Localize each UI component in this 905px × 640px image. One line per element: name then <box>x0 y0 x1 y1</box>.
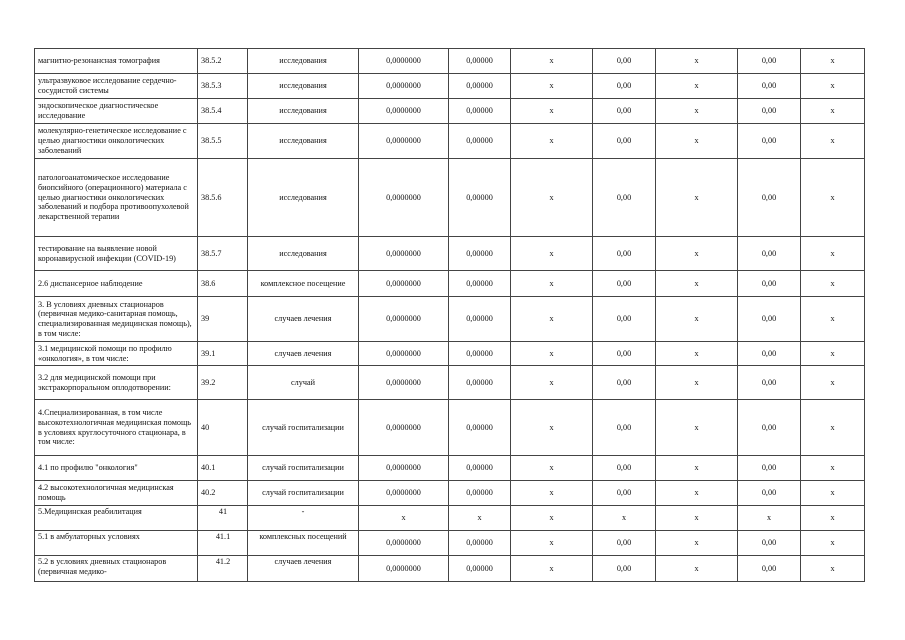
row-value-cell: 0,00 <box>593 124 656 159</box>
row-value-cell: х <box>511 159 593 237</box>
row-value-cell: 0,00 <box>593 237 656 271</box>
row-unit-cell: исследования <box>248 74 359 99</box>
row-value-cell: х <box>801 297 865 342</box>
row-code-cell: 38.5.3 <box>198 74 248 99</box>
row-code-cell: 39.2 <box>198 366 248 400</box>
row-value-cell: х <box>511 74 593 99</box>
row-value-cell: 0,0000000 <box>359 99 449 124</box>
row-value-cell: 0,0000000 <box>359 342 449 366</box>
row-code-cell: 39.1 <box>198 342 248 366</box>
row-value-cell: 0,00 <box>738 237 801 271</box>
row-value-cell: х <box>801 49 865 74</box>
row-name-cell: 5.2 в условиях дневных стационаров (первичная медико- <box>35 556 198 582</box>
row-value-cell: 0,00000 <box>449 531 511 556</box>
row-value-cell: 0,00 <box>593 366 656 400</box>
row-name-cell: магнитно-резонансная томография <box>35 49 198 74</box>
row-value-cell: х <box>511 481 593 506</box>
row-value-cell: 0,0000000 <box>359 124 449 159</box>
row-value-cell: 0,00000 <box>449 49 511 74</box>
table-row <box>35 556 865 582</box>
row-value-cell: х <box>656 237 738 271</box>
table-row <box>35 400 865 456</box>
row-value-cell: 0,00 <box>593 531 656 556</box>
row-value-cell: 0,00 <box>738 531 801 556</box>
row-name-cell: эндоскопическое диагностическое исследование <box>35 99 198 124</box>
row-value-cell: 0,00 <box>738 124 801 159</box>
row-value-cell: х <box>511 342 593 366</box>
row-value-cell: х <box>801 400 865 456</box>
row-value-cell: 0,00000 <box>449 124 511 159</box>
row-name-cell: патологоанатомическое исследование биопсийного (операционного) материала с целью диагностики онкологических заболеваний и подбора противоопухолевой лекарственной терапии <box>35 159 198 237</box>
row-name-cell: 4.Специализированная, в том числе высокотехнологичная медицинская помощь в условиях круглосуточного стационара, в том числе: <box>35 400 198 456</box>
row-value-cell: 0,00000 <box>449 297 511 342</box>
table-row <box>35 481 865 506</box>
row-value-cell: 0,00 <box>738 366 801 400</box>
row-value-cell: 0,00 <box>593 297 656 342</box>
row-unit-cell: случай госпитализации <box>248 481 359 506</box>
row-value-cell: х <box>656 366 738 400</box>
row-unit-cell: случаев лечения <box>248 342 359 366</box>
table-row <box>35 456 865 481</box>
row-name-cell: 3.1 медицинской помощи по профилю «онкология», в том числе: <box>35 342 198 366</box>
row-value-cell: х <box>801 456 865 481</box>
row-unit-cell: случаев лечения <box>248 556 359 582</box>
row-value-cell: 0,00 <box>738 297 801 342</box>
row-unit-cell: комплексных посещений <box>248 531 359 556</box>
row-value-cell: х <box>801 481 865 506</box>
row-value-cell: 0,00 <box>593 159 656 237</box>
row-value-cell: 0,00000 <box>449 271 511 297</box>
table-row <box>35 506 865 531</box>
row-value-cell: х <box>801 74 865 99</box>
row-value-cell: 0,00 <box>738 556 801 582</box>
row-value-cell: 0,00000 <box>449 237 511 271</box>
table-row <box>35 49 865 74</box>
row-value-cell: 0,0000000 <box>359 237 449 271</box>
row-code-cell: 41.2 <box>198 556 248 582</box>
row-unit-cell: случаев лечения <box>248 297 359 342</box>
row-unit-cell: - <box>248 506 359 531</box>
row-value-cell: х <box>511 366 593 400</box>
row-value-cell: х <box>593 506 656 531</box>
row-value-cell: 0,00 <box>738 456 801 481</box>
row-unit-cell: исследования <box>248 124 359 159</box>
row-name-cell: тестирование на выявление новой коронавирусной инфекции (COVID-19) <box>35 237 198 271</box>
row-name-cell: 4.2 высокотехнологичная медицинская помощь <box>35 481 198 506</box>
row-value-cell: 0,0000000 <box>359 366 449 400</box>
table-row <box>35 342 865 366</box>
row-value-cell: 0,00 <box>593 342 656 366</box>
row-value-cell: х <box>656 556 738 582</box>
row-value-cell: 0,00 <box>738 271 801 297</box>
row-value-cell: х <box>656 297 738 342</box>
row-value-cell: 0,00 <box>593 271 656 297</box>
table-row <box>35 271 865 297</box>
row-value-cell: х <box>656 99 738 124</box>
row-value-cell: х <box>656 159 738 237</box>
row-value-cell: х <box>738 506 801 531</box>
row-value-cell: х <box>656 271 738 297</box>
row-value-cell: 0,00000 <box>449 342 511 366</box>
row-value-cell: х <box>656 481 738 506</box>
row-value-cell: 0,00 <box>738 400 801 456</box>
row-name-cell: ультразвуковое исследование сердечно-сосудистой системы <box>35 74 198 99</box>
row-value-cell: 0,00 <box>593 74 656 99</box>
row-value-cell: 0,00000 <box>449 400 511 456</box>
row-code-cell: 40.1 <box>198 456 248 481</box>
table-row <box>35 237 865 271</box>
row-value-cell: х <box>656 74 738 99</box>
row-value-cell: х <box>511 456 593 481</box>
row-value-cell: х <box>511 271 593 297</box>
row-value-cell: 0,00 <box>738 74 801 99</box>
row-value-cell: х <box>656 124 738 159</box>
row-code-cell: 40.2 <box>198 481 248 506</box>
row-value-cell: 0,0000000 <box>359 297 449 342</box>
row-value-cell: х <box>359 506 449 531</box>
row-value-cell: х <box>511 506 593 531</box>
row-name-cell: молекулярно-генетическое исследование с целью диагностики онкологических заболеваний <box>35 124 198 159</box>
row-value-cell: х <box>511 99 593 124</box>
row-name-cell: 5.1 в амбулаторных условиях <box>35 531 198 556</box>
row-name-cell: 5.Медицинская реабилитация <box>35 506 198 531</box>
row-value-cell: 0,00000 <box>449 366 511 400</box>
row-code-cell: 38.5.7 <box>198 237 248 271</box>
row-value-cell: 0,00 <box>738 481 801 506</box>
row-unit-cell: исследования <box>248 99 359 124</box>
row-unit-cell: комплексное посещение <box>248 271 359 297</box>
row-value-cell: х <box>656 49 738 74</box>
row-value-cell: 0,00000 <box>449 556 511 582</box>
row-code-cell: 40 <box>198 400 248 456</box>
row-value-cell: х <box>511 556 593 582</box>
row-value-cell: х <box>656 342 738 366</box>
row-value-cell: х <box>801 237 865 271</box>
row-value-cell: х <box>511 531 593 556</box>
table-row <box>35 159 865 237</box>
row-code-cell: 38.5.5 <box>198 124 248 159</box>
table-row <box>35 74 865 99</box>
row-value-cell: 0,00 <box>738 159 801 237</box>
row-code-cell: 41 <box>198 506 248 531</box>
row-value-cell: х <box>801 506 865 531</box>
row-value-cell: х <box>449 506 511 531</box>
row-value-cell: 0,00000 <box>449 74 511 99</box>
row-value-cell: 0,00000 <box>449 456 511 481</box>
row-value-cell: 0,00 <box>738 99 801 124</box>
row-value-cell: х <box>511 297 593 342</box>
table-body <box>35 49 865 582</box>
table-row <box>35 531 865 556</box>
row-code-cell: 39 <box>198 297 248 342</box>
row-value-cell: х <box>801 342 865 366</box>
row-value-cell: х <box>801 99 865 124</box>
row-unit-cell: случай <box>248 366 359 400</box>
row-value-cell: 0,00000 <box>449 481 511 506</box>
row-value-cell: 0,0000000 <box>359 159 449 237</box>
row-value-cell: 0,00 <box>593 556 656 582</box>
row-value-cell: х <box>511 124 593 159</box>
table-row <box>35 99 865 124</box>
row-value-cell: 0,0000000 <box>359 271 449 297</box>
row-value-cell: 0,00000 <box>449 99 511 124</box>
table-row <box>35 297 865 342</box>
row-code-cell: 38.5.6 <box>198 159 248 237</box>
table-row <box>35 366 865 400</box>
row-unit-cell: случай госпитализации <box>248 400 359 456</box>
row-value-cell: 0,0000000 <box>359 49 449 74</box>
row-code-cell: 38.5.2 <box>198 49 248 74</box>
row-code-cell: 41.1 <box>198 531 248 556</box>
row-value-cell: х <box>511 400 593 456</box>
indicators-table <box>34 48 865 582</box>
row-value-cell: 0,00 <box>593 481 656 506</box>
row-value-cell: 0,0000000 <box>359 556 449 582</box>
row-value-cell: 0,00 <box>593 99 656 124</box>
row-value-cell: х <box>656 506 738 531</box>
row-value-cell: х <box>656 400 738 456</box>
row-name-cell: 3.2 для медицинской помощи при экстракорпоральном оплодотворении: <box>35 366 198 400</box>
row-value-cell: х <box>801 159 865 237</box>
row-value-cell: х <box>801 531 865 556</box>
row-value-cell: 0,00000 <box>449 159 511 237</box>
row-value-cell: 0,00 <box>593 456 656 481</box>
row-value-cell: 0,0000000 <box>359 400 449 456</box>
row-value-cell: х <box>511 237 593 271</box>
row-unit-cell: исследования <box>248 49 359 74</box>
row-name-cell: 4.1 по профилю "онкология" <box>35 456 198 481</box>
row-unit-cell: случай госпитализации <box>248 456 359 481</box>
row-value-cell: 0,0000000 <box>359 481 449 506</box>
row-value-cell: х <box>656 456 738 481</box>
row-code-cell: 38.6 <box>198 271 248 297</box>
row-name-cell: 3. В условиях дневных стационаров (первичная медико-санитарная помощь, специализированная медицинская помощь), в том числе: <box>35 297 198 342</box>
row-value-cell: 0,00 <box>593 49 656 74</box>
row-value-cell: 0,00 <box>738 49 801 74</box>
row-value-cell: 0,0000000 <box>359 531 449 556</box>
row-value-cell: х <box>511 49 593 74</box>
row-value-cell: х <box>801 366 865 400</box>
table-row <box>35 124 865 159</box>
row-value-cell: 0,00 <box>738 342 801 366</box>
row-value-cell: х <box>656 531 738 556</box>
row-value-cell: 0,0000000 <box>359 456 449 481</box>
row-value-cell: 0,00 <box>593 400 656 456</box>
row-unit-cell: исследования <box>248 237 359 271</box>
row-value-cell: х <box>801 271 865 297</box>
row-name-cell: 2.6 диспансерное наблюдение <box>35 271 198 297</box>
row-value-cell: х <box>801 556 865 582</box>
row-unit-cell: исследования <box>248 159 359 237</box>
row-value-cell: 0,0000000 <box>359 74 449 99</box>
row-code-cell: 38.5.4 <box>198 99 248 124</box>
row-value-cell: х <box>801 124 865 159</box>
